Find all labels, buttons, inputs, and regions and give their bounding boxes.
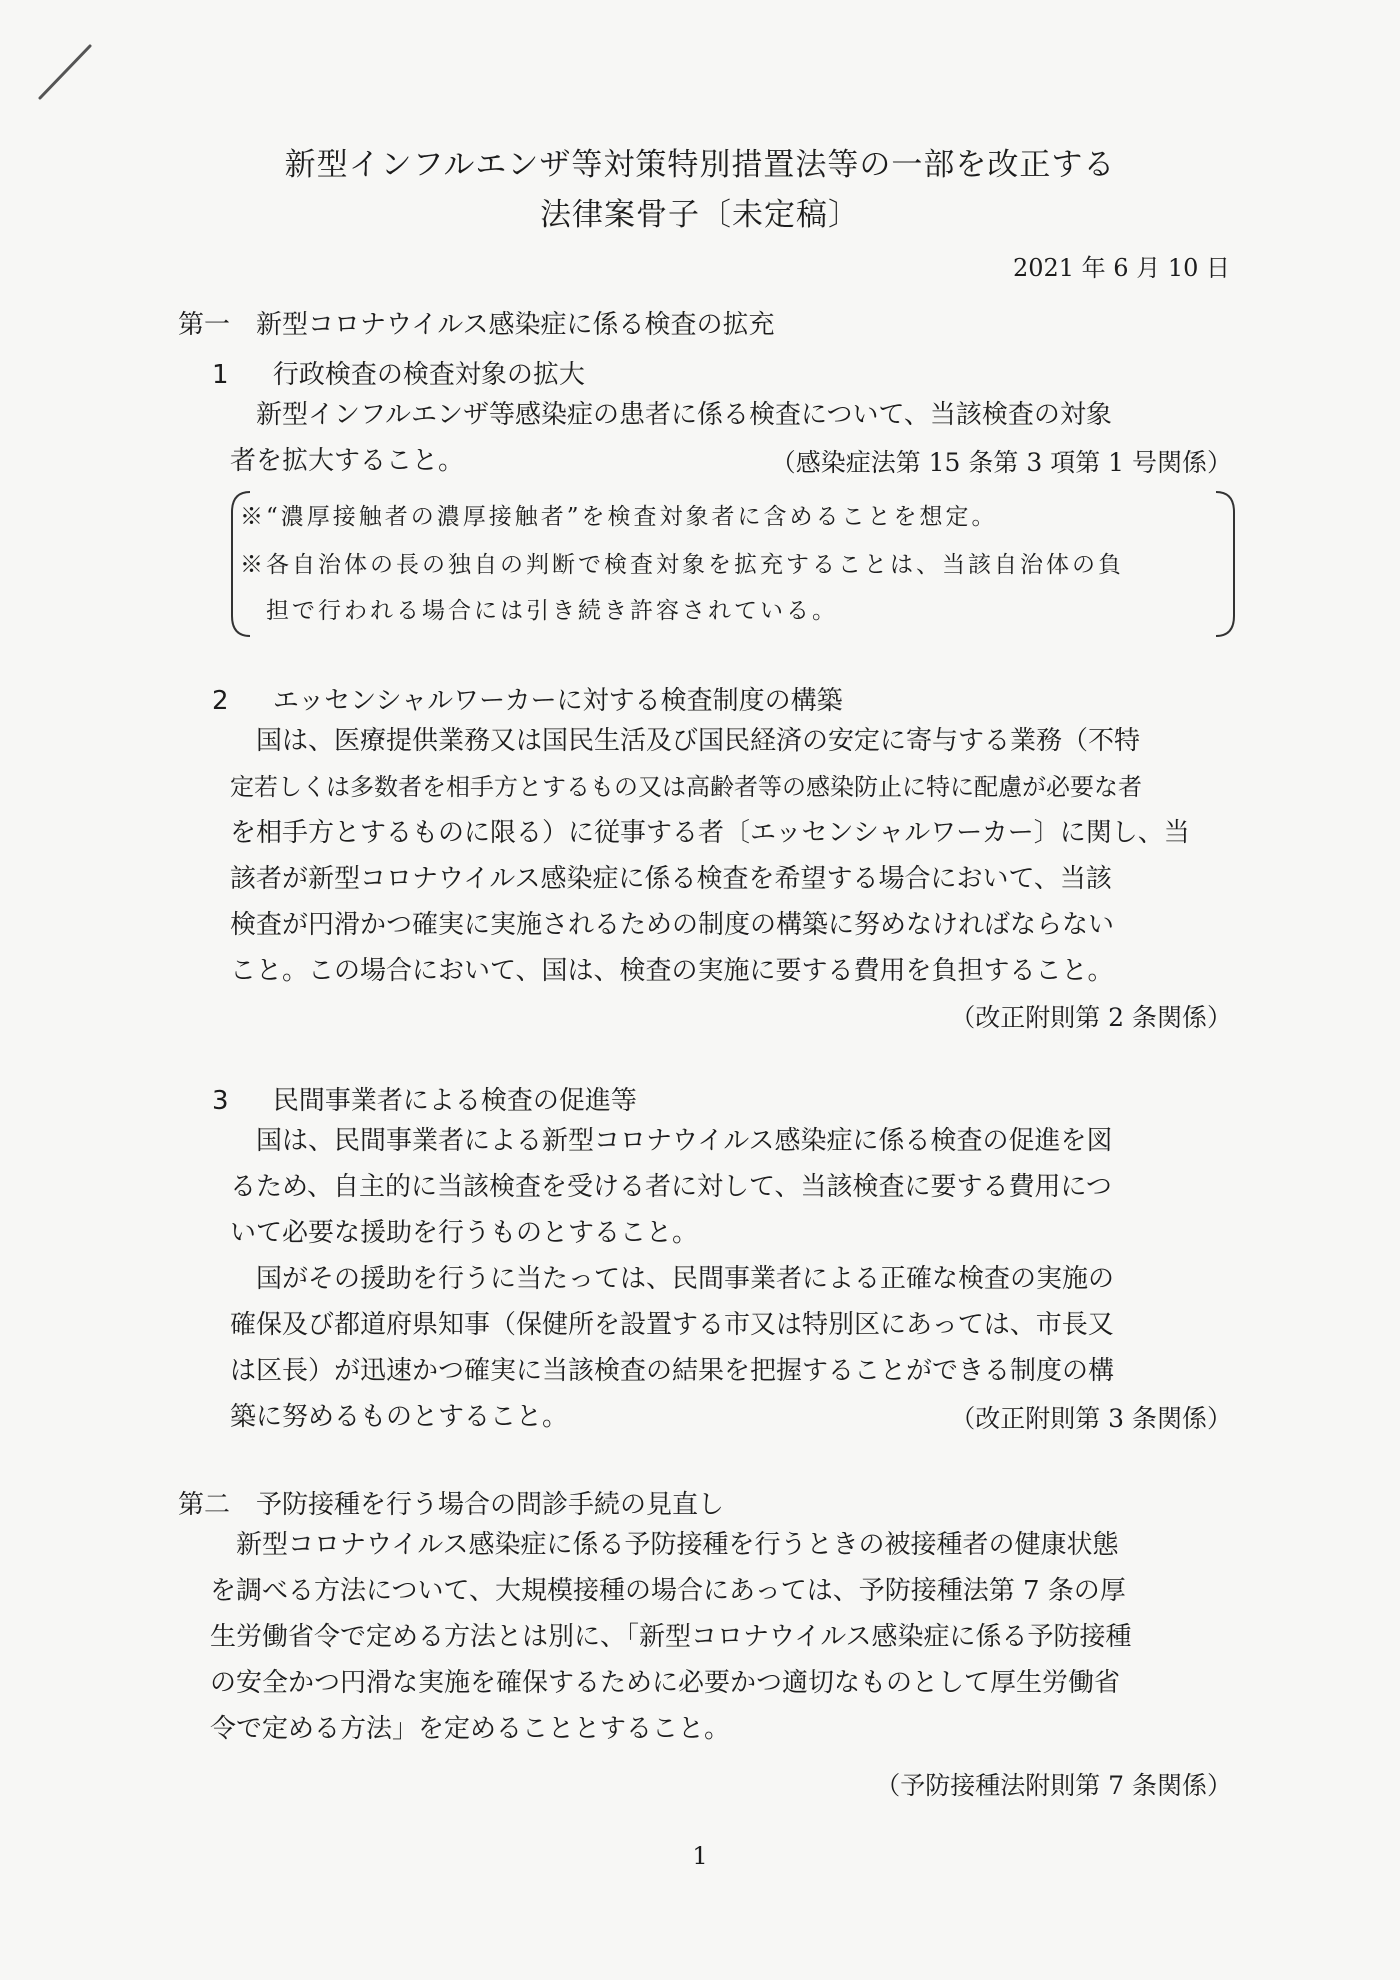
item-2-heading [212,680,843,717]
item-1-line-1: 新型インフルエンザ等感染症の患者に係る検査について、当該検査の対象 [230,400,1112,430]
section-2-line-1: 新型コロナウイルス感染症に係る予防接種を行うときの被接種者の健康状態 [210,1530,1119,1560]
item-2-line-2: 定若しくは多数者を相手方とするもの又は高齢者等の感染防止に特に配慮が必要な者 [230,773,1142,801]
title-line-2: 法律案骨子〔未定稿〕 [540,197,860,233]
item-3-number: 3 [212,1086,229,1116]
item-1-heading [212,354,585,391]
pen-stroke-mark [30,40,100,110]
item-3-line-6: は区長）が迅速かつ確実に当該検査の結果を把握することができる制度の構 [230,1356,1115,1386]
section-2-heading: 第二 予防接種を行う場合の問診手続の見直し [178,1490,725,1520]
section-2-line-2: を調べる方法について、大規模接種の場合にあっては、予防接種法第 7 条の厚 [210,1576,1126,1606]
item-2-line-6: こと。この場合において、国は、検査の実施に要する費用を負担すること。 [230,956,1114,986]
item-1-number: 1 [212,360,229,390]
section-2-line-4: の安全かつ円滑な実施を確保するために必要かつ適切なものとして厚生労働省 [210,1668,1121,1698]
item-2-number: 2 [212,686,229,716]
item-2-line-5: 検査が円滑かつ確実に実施されるための制度の構築に努めなければならない [230,910,1115,940]
section-1-heading: 第一 新型コロナウイルス感染症に係る検査の拡充 [178,310,775,340]
title-line-1: 新型インフルエンザ等対策特別措置法等の一部を改正する [284,147,1116,183]
item-3-title: 民間事業者による検査の促進等 [272,1086,637,1116]
item-3-reference: （改正附則第 3 条関係） [950,1404,1232,1433]
item-2-title: エッセンシャルワーカーに対する検査制度の構築 [272,686,843,716]
document-date: 2021 年 6 月 10 日 [1012,254,1230,282]
item-3-line-1: 国は、民間事業者による新型コロナウイルス感染症に係る検査の促進を図 [230,1126,1113,1156]
item-1-title: 行政検査の検査対象の拡大 [272,360,585,390]
page-number: 1 [692,1842,708,1870]
section-2-reference: （予防接種法附則第 7 条関係） [875,1771,1232,1800]
item-3-heading [212,1080,637,1117]
item-3-line-4: 国がその援助を行うに当たっては、民間事業者による正確な検査の実施の [230,1264,1115,1294]
item-1-reference: （感染症法第 15 条第 3 項第 1 号関係） [770,448,1232,477]
note-line-1: ※“濃厚接触者の濃厚接触者”を検査対象者に含めることを想定。 [240,504,998,530]
item-3-line-7: 築に努めるものとすること。 [230,1402,569,1432]
item-2-line-4: 該者が新型コロナウイルス感染症に係る検査を希望する場合において、当該 [230,864,1112,894]
document-title [0,140,1400,240]
item-2-line-3: を相手方とするものに限る）に従事する者〔エッセンシャルワーカー〕に関し、当 [230,818,1190,848]
item-3-line-2: るため、自主的に当該検査を受ける者に対して、当該検査に要する費用につ [230,1172,1112,1202]
section-2-line-3: 生労働省令で定める方法とは別に、「新型コロナウイルス感染症に係る予防接種 [210,1622,1132,1652]
item-2-line-1: 国は、医療提供業務又は国民生活及び国民経済の安定に寄与する業務（不特 [230,726,1141,756]
section-2-line-5: 令で定める方法」を定めることとすること。 [210,1714,731,1744]
item-3-line-3: いて必要な援助を行うものとすること。 [230,1218,699,1248]
note-line-2: ※各自治体の長の独自の判断で検査対象を拡充することは、当該自治体の負 [240,552,1124,578]
note-line-3: 担で行われる場合には引き続き許容されている。 [240,598,838,624]
item-1-line-2: 者を拡大すること。 [230,446,465,476]
note-box [228,488,1238,640]
item-3-line-5: 確保及び都道府県知事（保健所を設置する市又は特別区にあっては、市長又 [230,1310,1114,1340]
item-2-reference: （改正附則第 2 条関係） [950,1003,1232,1032]
